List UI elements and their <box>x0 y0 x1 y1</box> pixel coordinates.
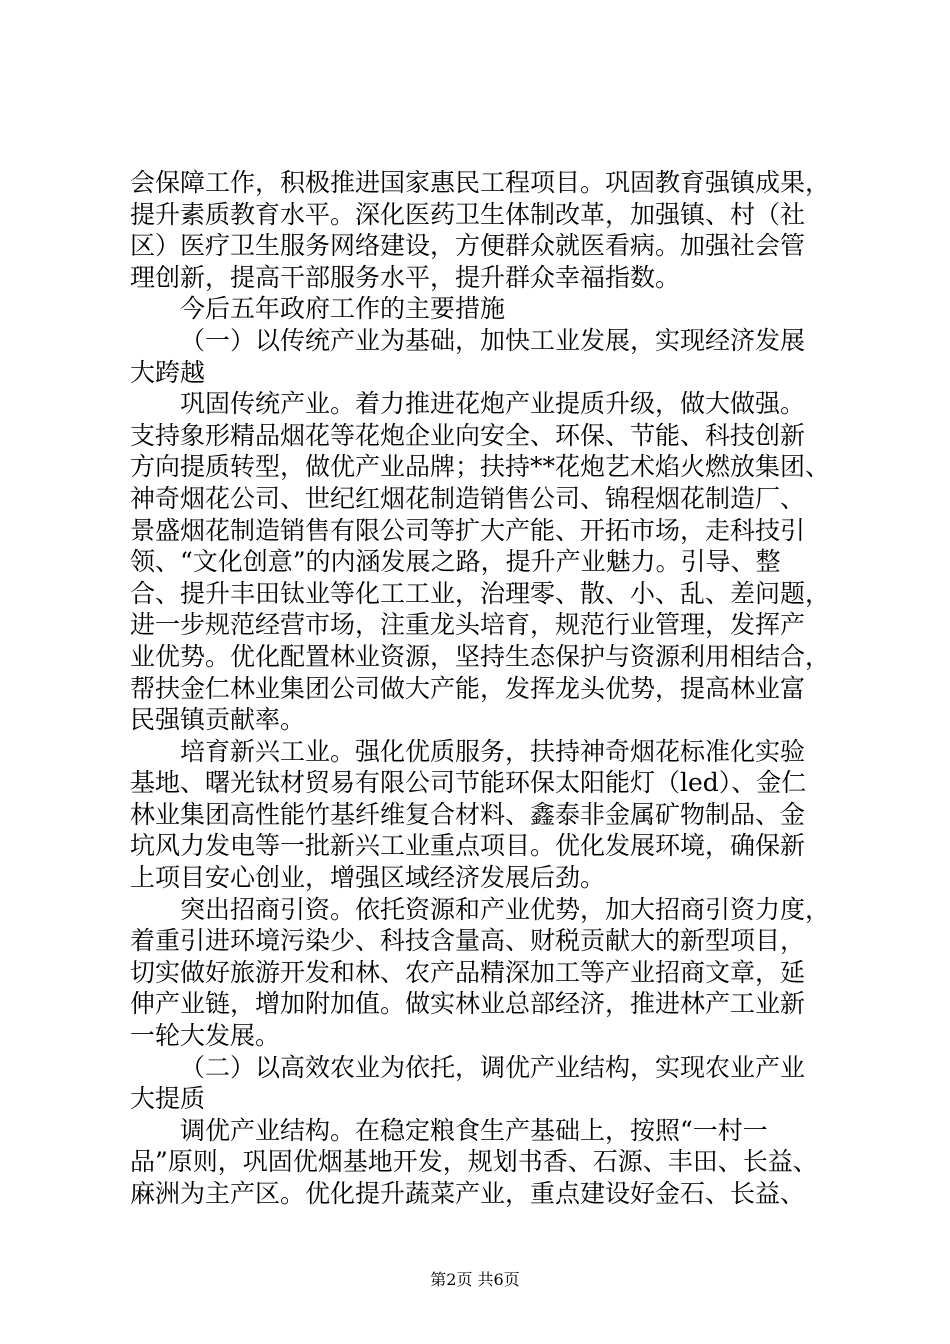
text-line: （二）以高效农业为依托，调优产业结构，实现农业产业 <box>180 1052 806 1082</box>
text-line: 景盛烟花制造销售有限公司等扩大产能、开拓市场，走科技引 <box>130 515 806 545</box>
text-line: 切实做好旅游开发和林、农产品精深加工等产业招商文章，延 <box>130 957 806 987</box>
page-footer: 第2页 共6页 <box>430 1270 520 1289</box>
text-line: （一）以传统产业为基础，加快工业发展，实现经济发展 <box>180 325 806 355</box>
text-line: 会保障工作，积极推进国家惠民工程项目。巩固教育强镇成果， <box>130 168 831 197</box>
text-line: 一轮大发展。 <box>130 1021 281 1051</box>
text-line: 麻洲为主产区。优化提升蔬菜产业，重点建设好金石、长益、 <box>130 1179 806 1208</box>
text-line: 着重引进环境污染少、科技含量高、财税贡献大的新型项目， <box>130 926 806 956</box>
text-line: 基地、曙光钛材贸易有限公司节能环保太阳能灯（led）、金仁 <box>130 768 807 798</box>
text-line: 大跨越 <box>130 357 206 387</box>
text-line: 业优势。优化配置林业资源，坚持生态保护与资源利用相结合， <box>130 641 831 671</box>
text-line: 神奇烟花公司、世纪红烟花制造销售公司、锦程烟花制造厂、 <box>130 483 806 513</box>
text-line: 方向提质转型，做优产业品牌；扶持**花炮艺术焰火燃放集团、 <box>130 452 831 482</box>
document-body <box>130 167 830 1210</box>
text-line: 调优产业结构。在稳定粮食生产基础上，按照“一村一 <box>180 1115 768 1145</box>
text-line: 理创新，提高干部服务水平，提升群众幸福指数。 <box>130 262 681 292</box>
text-line: 合、提升丰田钛业等化工工业，治理零、散、小、乱、差问题， <box>130 578 831 608</box>
text-line: 区）医疗卫生服务网络建设，方便群众就医看病。加强社会管 <box>130 231 806 261</box>
text-line: 进一步规范经营市场，注重龙头培育，规范行业管理，发挥产 <box>130 610 806 640</box>
text-line: 帮扶金仁林业集团公司做大产能，发挥龙头优势，提高林业富 <box>130 673 806 703</box>
text-line: 今后五年政府工作的主要措施 <box>180 294 506 324</box>
text-line: 上项目安心创业，增强区域经济发展后劲。 <box>130 863 606 893</box>
text-line: 大提质 <box>130 1084 206 1114</box>
text-line: 培育新兴工业。强化优质服务，扶持神奇烟花标准化实验 <box>180 736 806 766</box>
text-line: 领、“文化创意”的内涵发展之路，提升产业魅力。引导、整 <box>130 547 781 577</box>
text-line: 林业集团高性能竹基纤维复合材料、鑫泰非金属矿物制品、金 <box>130 799 806 829</box>
text-line: 提升素质教育水平。深化医药卫生体制改革，加强镇、村（社 <box>130 199 806 229</box>
text-line: 巩固传统产业。着力推进花炮产业提质升级，做大做强。 <box>180 389 806 419</box>
text-line: 坑风力发电等一批新兴工业重点项目。优化发展环境，确保新 <box>130 831 806 861</box>
text-line: 突出招商引资。依托资源和产业优势，加大招商引资力度， <box>180 894 831 924</box>
text-line: 伸产业链，增加附加值。做实林业总部经济，推进林产工业新 <box>130 989 806 1019</box>
text-line: 品”原则，巩固优烟基地开发，规划书香、石源、丰田、长益、 <box>130 1147 818 1177</box>
text-line: 民强镇贡献率。 <box>130 705 306 735</box>
text-line: 支持象形精品烟花等花炮企业向安全、环保、节能、科技创新 <box>130 420 806 450</box>
